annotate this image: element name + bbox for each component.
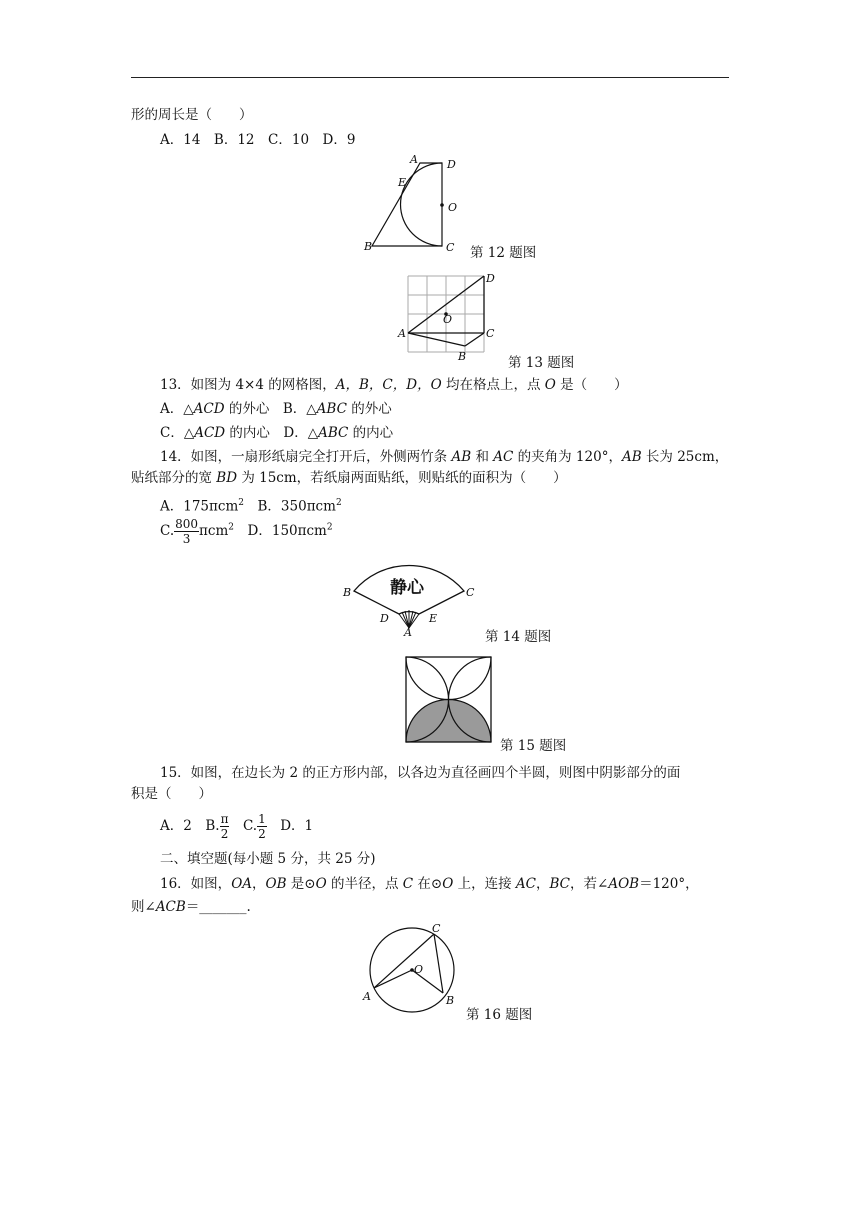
q12-trapezoid	[372, 163, 442, 246]
q12-label-c: C	[446, 241, 455, 254]
q12-label-b: B	[364, 240, 373, 253]
q16-label-b: B	[446, 994, 455, 1007]
q12-caption: 第 12 题图	[470, 245, 537, 261]
q15-options: A．2 B. $\frac{\pi}{2}$ C. $\frac{1}{2}$ D．1	[160, 812, 314, 841]
q13-options-cd: C．△ACD 的内心 D．△ABC 的内心	[160, 425, 394, 441]
q15-fraction-pi-2: $\frac{\pi}{2}$	[220, 812, 229, 841]
q14-options-cd: C. $\frac{800}{3}$ πcm$^2$ D．150πcm$^2$	[160, 517, 333, 546]
q12-options: A．14 B．12 C．10 D．9	[160, 132, 356, 148]
q13-stem: 13．如图为 4×4 的网格图，A，B，C，D，O 均在格点上，点 O 是（ ）	[160, 377, 628, 393]
header-rule	[131, 77, 729, 78]
q16-caption: 第 16 题图	[466, 1007, 533, 1023]
q15-caption: 第 15 题图	[500, 738, 567, 754]
section-2-heading: 二、填空题(每小题 5 分，共 25 分)	[160, 851, 376, 867]
q13-options-ab: A．△ACD 的外心 B．△ABC 的外心	[160, 401, 392, 417]
q14-label-a: A	[404, 626, 412, 639]
q16-label-c: C	[432, 922, 441, 935]
q13-label-o: O	[443, 313, 453, 326]
q14-caption: 第 14 题图	[485, 629, 552, 645]
q16-segments	[374, 934, 443, 993]
q15-fraction-1-2: $\frac{1}{2}$	[258, 812, 266, 841]
q12-label-d: D	[447, 158, 456, 171]
q14-fraction-800-3: $\frac{800}{3}$	[175, 517, 199, 546]
q14-label-b: B	[343, 586, 352, 599]
q12-semicircle	[401, 163, 442, 246]
q14-stem-line1: 14．如图，一扇形纸扇完全打开后，外侧两竹条 AB 和 AC 的夹角为 120°，AB 长为 25cm，	[160, 449, 729, 465]
q12-label-o: O	[448, 201, 458, 214]
q16-figure	[360, 922, 460, 1017]
q14-stem-line2: 贴纸部分的宽 BD 为 15cm，若纸扇两面贴纸，则贴纸的面积为（ ）	[131, 470, 567, 486]
q14-label-c: C	[466, 586, 475, 599]
q16-label-a: A	[363, 990, 371, 1003]
q13-label-a: A	[398, 327, 406, 340]
q12-center-point	[440, 203, 444, 207]
q15-stem-line2: 积是（ ）	[131, 786, 212, 802]
q12-figure	[360, 155, 470, 255]
q16-stem-line2: 则∠ACB＝_______.	[131, 899, 251, 915]
q16-stem-line1: 16．如图，OA，OB 是⊙O 的半径，点 C 在⊙O 上，连接 AC，BC，若∠AOB＝120°，	[160, 876, 699, 892]
q13-caption: 第 13 题图	[508, 355, 575, 371]
q13-figure	[396, 270, 506, 365]
q13-label-d: D	[486, 272, 495, 285]
q15-shaded-cut	[449, 700, 492, 743]
q15-figure	[405, 656, 495, 746]
q12-label-a: A	[410, 153, 418, 166]
q14-label-d: D	[380, 612, 389, 625]
q13-label-b: B	[458, 350, 467, 363]
q14-fan-text: 静心	[390, 578, 424, 598]
q14-label-e: E	[429, 612, 438, 625]
q16-label-o: O	[414, 963, 424, 976]
q15-stem-line1: 15．如图，在边长为 2 的正方形内部，以各边为直径画四个半圆，则图中阴影部分的面	[160, 765, 681, 781]
q14-fan-figure	[340, 558, 480, 638]
q13-label-c: C	[486, 327, 495, 340]
q12-stem-tail: 形的周长是（ ）	[131, 107, 253, 123]
q12-label-e: E	[398, 176, 407, 189]
q14-options-ab: A．175πcm$^2$ B．350πcm$^2$	[160, 498, 342, 515]
